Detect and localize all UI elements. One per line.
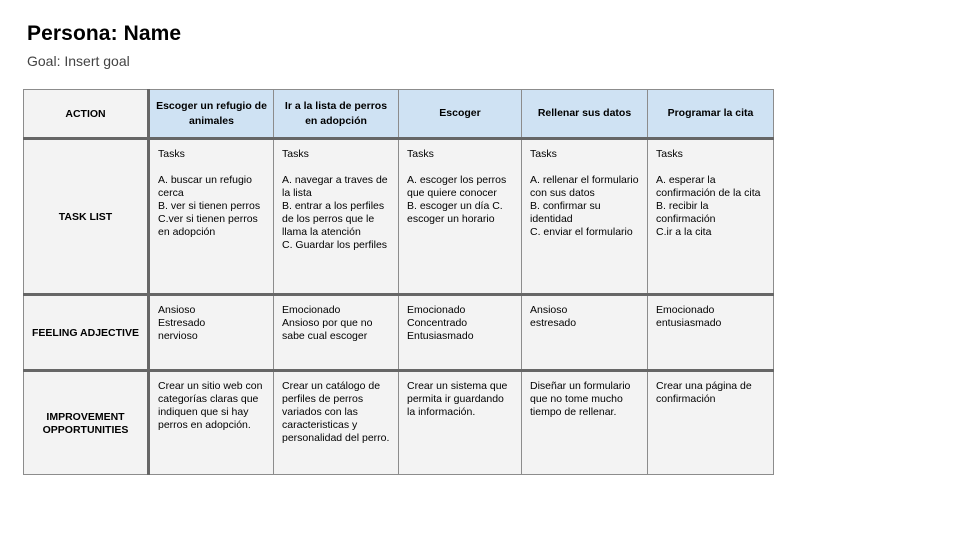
persona-goal: Goal: Insert goal bbox=[27, 53, 130, 69]
journey-map-table bbox=[23, 89, 774, 475]
feeling-cell-stage-5 bbox=[648, 295, 774, 371]
task-cell-stage-3 bbox=[399, 139, 522, 295]
row-label-feeling-adjective: FEELING ADJECTIVE bbox=[24, 295, 149, 371]
feeling-text: Ansioso Estresado nervioso bbox=[158, 304, 206, 342]
corner-label-action: ACTION bbox=[24, 90, 149, 139]
row-label-improvement-opportunities: IMPROVEMENT OPPORTUNITIES bbox=[24, 371, 149, 475]
feeling-text: Ansioso estresado bbox=[530, 304, 577, 329]
improvement-cell-stage-1 bbox=[149, 371, 274, 475]
table-row-improvement-opportunities bbox=[24, 371, 774, 475]
feeling-cell-stage-4 bbox=[522, 295, 648, 371]
column-header-stage-4: Rellenar sus datos bbox=[522, 90, 648, 139]
task-text: Tasks A. esperar la confirmación de la cita B. recibir la confirmación C.ir a la cita bbox=[656, 148, 761, 238]
improvement-text: Crear una página de confirmación bbox=[656, 380, 752, 405]
improvement-text: Crear un sitio web con categorías claras que indiquen que si hay perros en adopción. bbox=[158, 380, 263, 431]
table-row-feeling-adjective bbox=[24, 295, 774, 371]
feeling-cell-stage-3 bbox=[399, 295, 522, 371]
improvement-text: Crear un catálogo de perfiles de perros variados con las caracteristicas y personalidad del perro. bbox=[282, 380, 390, 444]
feeling-text: Emocionado Concentrado Entusiasmado bbox=[407, 304, 474, 342]
improvement-cell-stage-2 bbox=[274, 371, 399, 475]
column-header-stage-1: Escoger un refugio de animales bbox=[149, 90, 274, 139]
improvement-text: Diseñar un formulario que no tome mucho tiempo de rellenar. bbox=[530, 380, 631, 418]
column-header-stage-3: Escoger bbox=[399, 90, 522, 139]
improvement-cell-stage-5 bbox=[648, 371, 774, 475]
table-header-row bbox=[24, 90, 774, 139]
task-text: Tasks A. buscar un refugio cerca B. ver si tienen perros C.ver si tienen perros en adopción bbox=[158, 148, 261, 238]
improvement-cell-stage-3 bbox=[399, 371, 522, 475]
task-text: Tasks A. escoger los perros que quiere conocer B. escoger un día C. escoger un horario bbox=[407, 148, 507, 225]
feeling-text: Emocionado entusiasmado bbox=[656, 304, 722, 329]
task-text: Tasks A. navegar a traves de la lista B. entrar a los perfiles de los perros que le llama la atención C. Guardar los perfiles bbox=[282, 148, 388, 251]
column-header-stage-5: Programar la cita bbox=[648, 90, 774, 139]
task-text: Tasks A. rellenar el formulario con sus datos B. confirmar su identidad C. enviar el formulario bbox=[530, 148, 639, 238]
improvement-cell-stage-4 bbox=[522, 371, 648, 475]
table-row-task-list bbox=[24, 139, 774, 295]
task-cell-stage-1 bbox=[149, 139, 274, 295]
task-cell-stage-4 bbox=[522, 139, 648, 295]
column-header-stage-2: Ir a la lista de perros en adopción bbox=[274, 90, 399, 139]
task-cell-stage-5 bbox=[648, 139, 774, 295]
row-label-task-list: TASK LIST bbox=[24, 139, 149, 295]
persona-title: Persona: Name bbox=[27, 22, 182, 45]
feeling-text: Emocionado Ansioso por que no sabe cual escoger bbox=[282, 304, 373, 342]
task-cell-stage-2 bbox=[274, 139, 399, 295]
feeling-cell-stage-2 bbox=[274, 295, 399, 371]
improvement-text: Crear un sistema que permita ir guardando la información. bbox=[407, 380, 508, 418]
feeling-cell-stage-1 bbox=[149, 295, 274, 371]
